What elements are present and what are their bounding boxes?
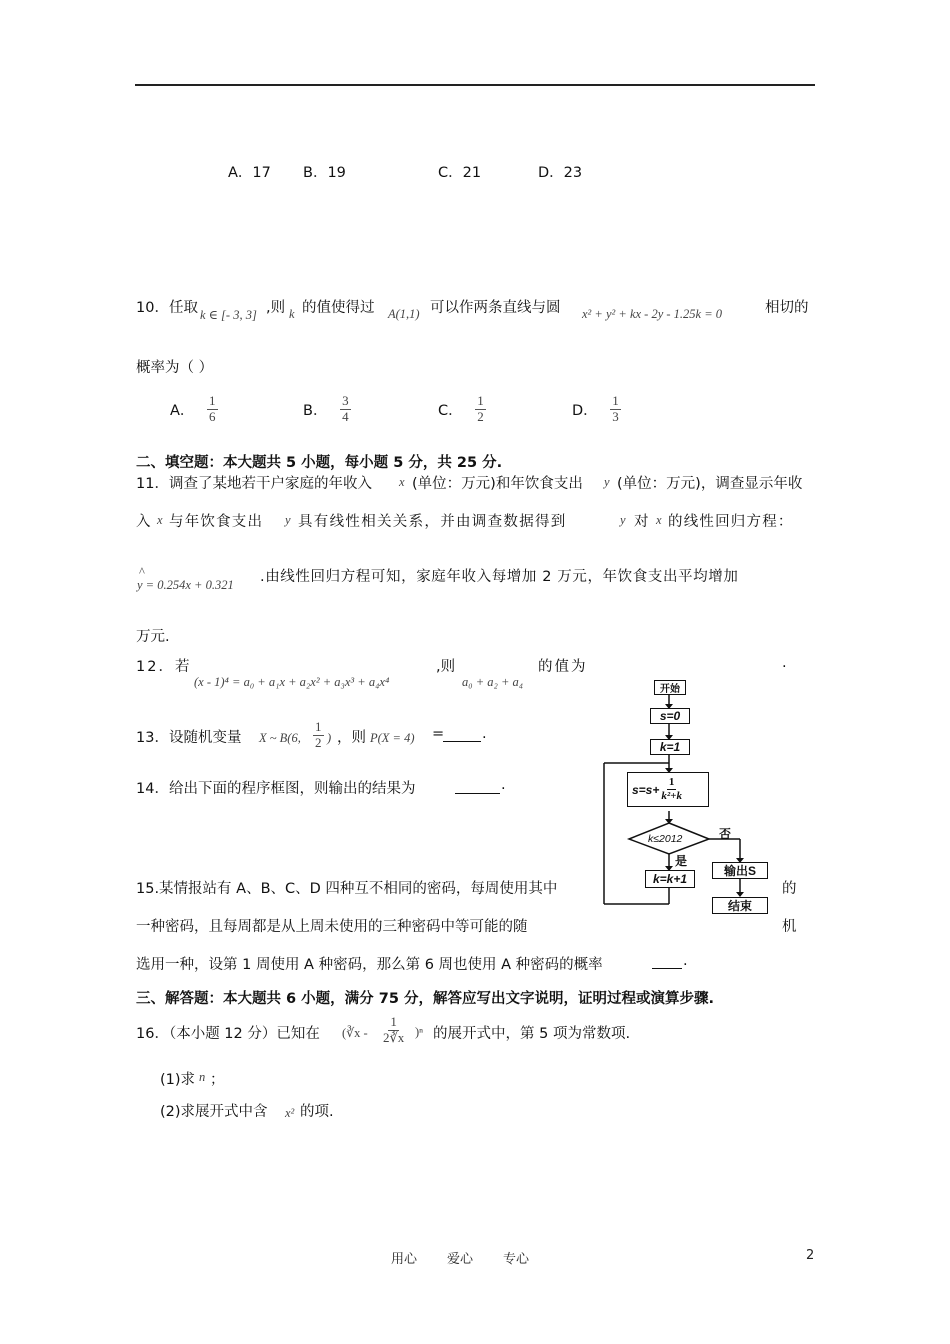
q11-text: .由线性回归方程可知，家庭年收入每增加 2 万元，年饮食支出平均增加 [260, 569, 739, 585]
q10-k: k [289, 307, 295, 321]
q14-end: . [501, 777, 506, 793]
q16-part2: (2)求展开式中含 [160, 1104, 268, 1120]
q11-var-x: x [157, 513, 163, 527]
flowchart-no-label: 否 [719, 827, 732, 841]
q15-line1: 15.某情报站有 A、B、C、D 四种互不相同的密码，每周使用其中 [136, 881, 558, 897]
update-s-text: s=s+ [632, 782, 660, 797]
header-rule [135, 84, 815, 86]
q12-sum: a₀ + a₂ + a₄ [462, 675, 524, 689]
q11-var-y: y [285, 513, 291, 527]
fraction-denominator: 2∛x [383, 1029, 405, 1045]
q12-end: . [782, 655, 787, 671]
q15-line1-end: 的 [782, 881, 797, 897]
q13-probability: P(X = 4) [370, 731, 415, 745]
q11-text: 的线性回归方程： [668, 514, 794, 530]
option-fraction [610, 394, 621, 425]
footer-slogan-2: 爱心 [447, 1252, 474, 1267]
q11-var-y: y [620, 513, 626, 527]
q12-expansion: (x - 1)⁴ = a₀ + a₁x + a₂x² + a₃x³ + a₄x⁴ [194, 675, 390, 689]
q10-text: 的值使得过 [302, 300, 375, 316]
q10-text: 可以作两条直线与圆 [430, 300, 561, 316]
fraction-denominator: 4 [342, 408, 349, 424]
q11-text: 万元. [136, 629, 170, 645]
q14-text: 14．给出下面的程序框图，则输出的结果为 [136, 781, 416, 797]
fraction-numerator: 1 [612, 393, 619, 408]
q16-expression: )ⁿ [415, 1025, 424, 1039]
fraction-denominator: 2 [315, 734, 322, 750]
q16-expression: (∛x - [342, 1026, 368, 1040]
fraction-denominator: 2 [477, 408, 484, 424]
q11-text: (单位：万元)和年饮食支出 [412, 476, 583, 492]
q16-part1: (1)求 [160, 1072, 196, 1088]
footer-slogan-1: 用心 [391, 1252, 418, 1267]
flowchart-start: 开始 [654, 680, 686, 695]
q9-option-d: D．23 [538, 165, 583, 181]
q10-option-a [170, 394, 218, 425]
q10-prefix: 10．任取 [136, 300, 198, 316]
q10-circle-equation: x² + y² + kx - 2y - 1.25k = 0 [582, 307, 723, 321]
q10-point: A(1,1) [388, 307, 420, 321]
q15-line2: 一种密码，且每周都是从上周未使用的三种密码中等可能的随 [136, 919, 528, 935]
q16-prefix: 16．（本小题 12 分）已知在 [136, 1026, 320, 1042]
q9-option-b: B．19 [303, 165, 346, 181]
option-label: C． [438, 402, 463, 419]
q9-option-a: A．17 [228, 165, 271, 181]
q12-text: ,则 [436, 659, 456, 675]
q12-text: 的值为 [538, 659, 588, 675]
fraction-numerator: 1 [477, 393, 484, 408]
q10-text: 相切的 [765, 300, 809, 316]
fraction-numerator: 1 [390, 1014, 397, 1029]
page-number: 2 [806, 1248, 815, 1263]
q15-answer-blank [652, 968, 682, 969]
q15-line2-end: 机 [782, 919, 797, 935]
q10-text: ,则 [266, 300, 286, 316]
fraction-numerator: 1 [209, 393, 216, 408]
q12-prefix: 12．若 [136, 659, 192, 675]
flowchart-output: 输出S [712, 862, 768, 879]
fraction-numerator: 3 [342, 393, 349, 408]
fraction-denominator: k²+k [661, 790, 682, 802]
q13-fraction [313, 720, 324, 751]
q13-text: ，则 [337, 730, 366, 746]
option-fraction [207, 394, 218, 425]
q16-part2: 的项. [300, 1104, 334, 1120]
option-fraction [475, 394, 486, 425]
q13-equals: = [432, 726, 445, 742]
q16-fraction [383, 1015, 404, 1046]
q14-answer-blank [455, 793, 500, 794]
flowchart-increment-k: k=k+1 [645, 870, 695, 888]
q9-option-c: C．21 [438, 165, 482, 181]
fraction-numerator: 1 [668, 776, 675, 789]
footer-slogan-3: 专心 [503, 1252, 530, 1267]
q16-part1: ； [210, 1072, 225, 1088]
fraction-numerator: 1 [315, 719, 322, 734]
option-fraction [340, 394, 351, 425]
option-label: B． [303, 402, 328, 419]
option-label: A． [170, 402, 195, 419]
q11-var-x: x [656, 513, 662, 527]
q10-option-c [438, 394, 486, 425]
flowchart-end: 结束 [712, 897, 768, 914]
q11-text: 11．调查了某地若干户家庭的年收入 [136, 476, 372, 492]
flowchart-condition: k≤2012 [648, 833, 683, 845]
q11-text: 与年饮食支出 [169, 514, 264, 530]
q10-option-d [572, 394, 621, 425]
q11-hat: ^ [139, 565, 145, 579]
q13-end: . [482, 726, 487, 742]
q11-text: 对 [634, 514, 649, 530]
q15-line3: 选用一种，设第 1 周使用 A 种密码，那么第 6 周也使用 A 种密码的概率 [136, 957, 603, 973]
q10-line2: 概率为（ ） [136, 360, 214, 376]
q11-text: (单位：万元)，调查显示年收 [617, 476, 803, 492]
section-3-heading: 三、解答题：本大题共 6 小题，满分 75 分，解答应写出文字说明，证明过程或演算步骤. [136, 991, 714, 1007]
q13-answer-blank [443, 741, 481, 742]
q10-k-range: k ∈ [- 3, 3] [200, 308, 257, 322]
q11-regression-equation: y = 0.254x + 0.321 [137, 578, 234, 592]
option-label: D． [572, 402, 598, 419]
flowchart-yes-label: 是 [675, 854, 688, 868]
q11-text: 具有线性相关关系，并由调查数据得到 [298, 514, 567, 530]
q11-text: 入 [136, 514, 151, 530]
fraction-denominator: 6 [209, 408, 216, 424]
q16-text: 的展开式中，第 5 项为常数项. [433, 1026, 631, 1042]
fraction-denominator: 3 [612, 408, 619, 424]
q15-end: . [683, 953, 688, 969]
q13-distribution: X ~ B(6, [259, 731, 301, 745]
q16-var-x2: x² [285, 1106, 295, 1120]
q11-var-y: y [604, 475, 610, 489]
q10-option-b [303, 394, 351, 425]
q11-var-x: x [399, 475, 405, 489]
section-2-heading: 二、填空题：本大题共 5 小题，每小题 5 分，共 25 分. [136, 455, 503, 471]
flowchart-update-s [627, 772, 709, 807]
flowchart-init-k: k=1 [650, 739, 690, 755]
flowchart-init-s: s=0 [650, 708, 690, 724]
update-s-fraction [661, 776, 682, 802]
q16-var-n: n [199, 1070, 206, 1084]
q13-distribution: ) [327, 731, 332, 745]
q13-prefix: 13．设随机变量 [136, 730, 242, 746]
